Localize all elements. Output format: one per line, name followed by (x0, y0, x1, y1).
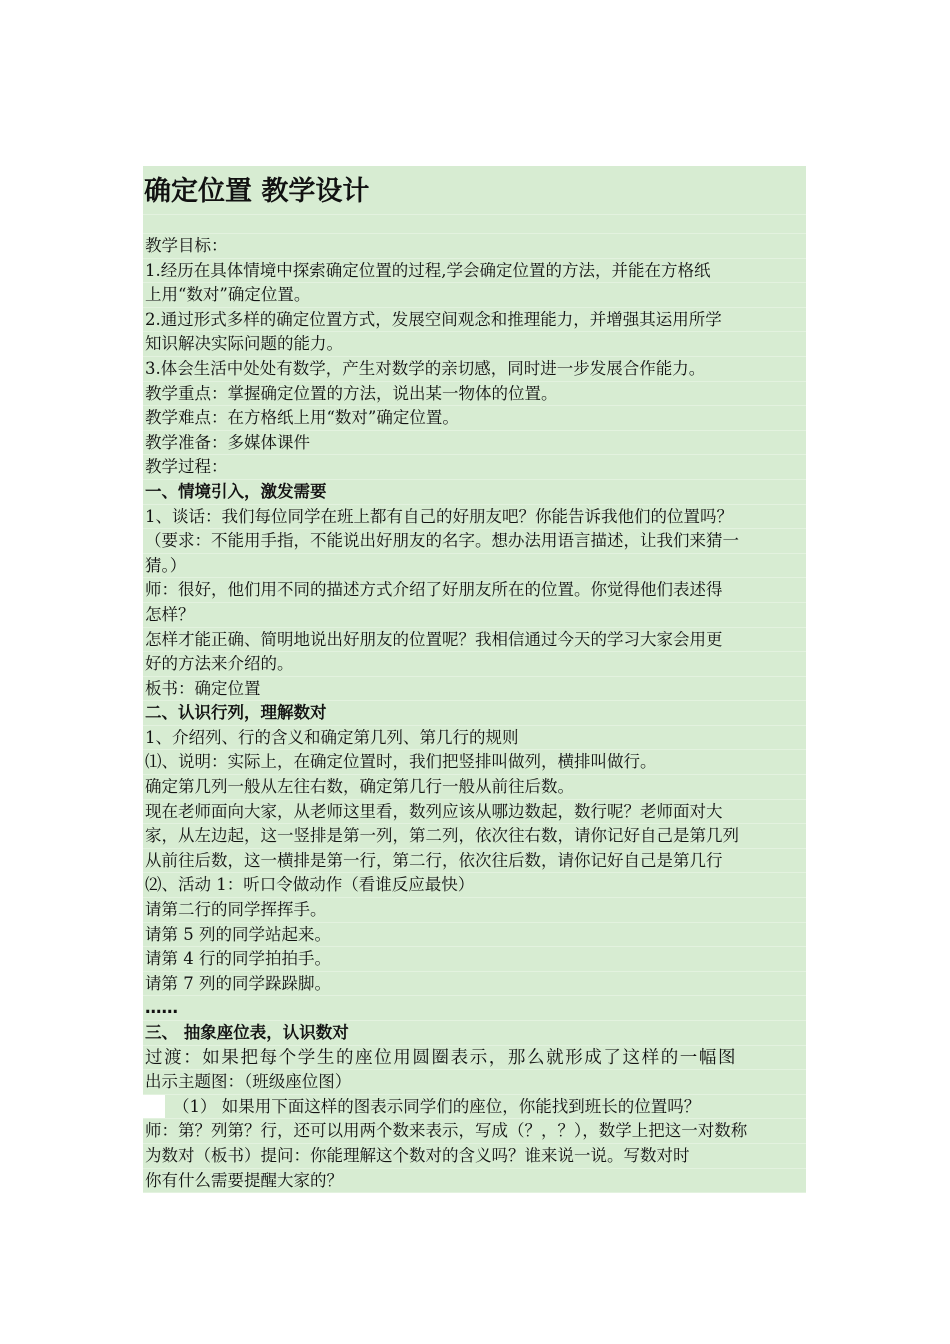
line-text: （1） 如果用下面这样的图表示同学们的座位，你能找到班长的位置吗？ (173, 1096, 701, 1116)
text-line: 上用“数对”确定位置。 (143, 283, 806, 308)
text-line: 教学难点：在方格纸上用“数对”确定位置。 (143, 406, 806, 431)
text-line: 3.体会生活中处处有数学，产生对数学的亲切感，同时进一步发展合作能力。 (143, 357, 806, 382)
text-line: 确定第几列一般从左往右数，确定第几行一般从前往后数。 (143, 775, 806, 800)
text-line: 好的方法来介绍的。 (143, 652, 806, 677)
text-line: 请第二行的同学挥挥手。 (143, 898, 806, 923)
document-body (143, 234, 806, 1193)
text-line: 师：第？列第？行，还可以用两个数来表示，写成（？，？），数学上把这一对数称 (143, 1119, 806, 1144)
text-line: 出示主题图：（班级座位图） (143, 1070, 806, 1095)
text-line: 你有什么需要提醒大家的？ (143, 1169, 806, 1194)
section-heading: 三、 抽象座位表，认识数对 (143, 1021, 806, 1046)
text-line: 1、介绍列、行的含义和确定第几列、第几行的规则 (143, 726, 806, 751)
text-line: 请第 4 行的同学拍拍手。 (143, 947, 806, 972)
text-line: 猜。） (143, 554, 806, 579)
text-line: 教学准备：多媒体课件 (143, 431, 806, 456)
text-line: 家，从左边起，这一竖排是第一列，第二列，依次往右数，请你记好自己是第几列 (143, 824, 806, 849)
text-line: 板书：确定位置 (143, 677, 806, 702)
text-line: 师：很好，他们用不同的描述方式介绍了好朋友所在的位置。你觉得他们表述得 (143, 578, 806, 603)
text-line: 怎样才能正确、简明地说出好朋友的位置呢？我相信通过今天的学习大家会用更 (143, 628, 806, 653)
text-line: ⑴、说明：实际上，在确定位置时，我们把竖排叫做列，横排叫做行。 (143, 750, 806, 775)
text-line: 2.通过形式多样的确定位置方式，发展空间观念和推理能力，并增强其运用所学 (143, 308, 806, 333)
indent-spacer (143, 1095, 165, 1119)
lesson-plan-document (143, 166, 806, 1193)
text-line: 教学重点：掌握确定位置的方法，说出某一物体的位置。 (143, 382, 806, 407)
text-line: 过渡：如果把每个学生的座位用圆圈表示，那么就形成了这样的一幅图 (143, 1046, 806, 1071)
text-line (143, 1095, 806, 1120)
text-line: （要求：不能用手指，不能说出好朋友的名字。想办法用语言描述，让我们来猜一 (143, 529, 806, 554)
text-line: 现在老师面向大家，从老师这里看，数列应该从哪边数起，数行呢？老师面对大 (143, 800, 806, 825)
text-line: 怎样？ (143, 603, 806, 628)
text-line: 1.经历在具体情境中探索确定位置的过程,学会确定位置的方法，并能在方格纸 (143, 259, 806, 284)
section-heading: …… (143, 996, 806, 1021)
text-line: 1、谈话：我们每位同学在班上都有自己的好朋友吧？你能告诉我他们的位置吗？ (143, 505, 806, 530)
text-line: 教学过程： (143, 455, 806, 480)
text-line: 从前往后数，这一横排是第一行，第二行，依次往后数，请你记好自己是第几行 (143, 849, 806, 874)
text-line: 教学目标： (143, 234, 806, 259)
section-heading: 一、情境引入，激发需要 (143, 480, 806, 505)
text-line: 知识解决实际问题的能力。 (143, 332, 806, 357)
document-title: 确定位置 教学设计 (143, 166, 806, 215)
text-line: ⑵、活动 1：听口令做动作（看谁反应最快） (143, 873, 806, 898)
text-line: 为数对（板书）提问：你能理解这个数对的含义吗？谁来说一说。写数对时 (143, 1144, 806, 1169)
text-line: 请第 5 列的同学站起来。 (143, 923, 806, 948)
text-line: 请第 7 列的同学跺跺脚。 (143, 972, 806, 997)
section-heading: 二、认识行列，理解数对 (143, 701, 806, 726)
spacer-line (143, 215, 806, 234)
